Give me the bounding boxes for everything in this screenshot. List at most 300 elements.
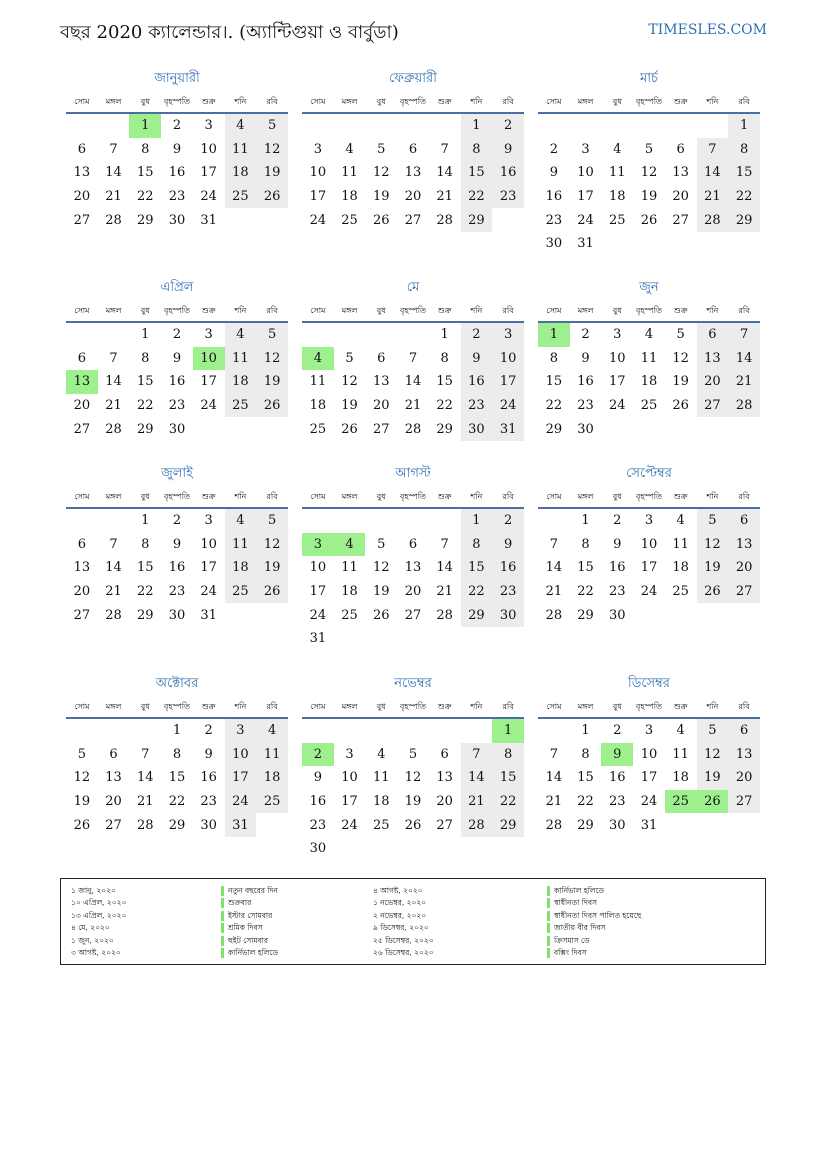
day-cell: 13: [73, 165, 91, 181]
legend-holiday-name: কার্নিভাল হলিডে: [228, 947, 278, 957]
month-calendar: [538, 675, 760, 837]
month-calendar: [302, 70, 524, 232]
holiday-marker: [221, 923, 224, 933]
day-cell: 29: [545, 421, 563, 437]
day-cell: 31: [309, 631, 327, 647]
day-cell: 10: [200, 536, 217, 552]
day-cell: 26: [404, 817, 422, 833]
day-cell: 20: [436, 794, 453, 810]
weekday-header: বৃহস্পতি: [633, 92, 665, 113]
day-cell: 12: [256, 347, 288, 371]
day-cell: 20: [73, 584, 91, 600]
day-cell: 2: [461, 322, 493, 347]
weekday-header: শনি: [697, 92, 729, 113]
day-cell: 14: [461, 766, 493, 790]
day-cell: 18: [225, 556, 257, 580]
day-cell: 2: [613, 723, 622, 739]
legend-holiday: [221, 885, 278, 897]
day-cell: 17: [200, 374, 217, 390]
legend-names-col-1: [221, 885, 278, 959]
empty-cell: [334, 508, 366, 533]
day-cell: 28: [105, 421, 122, 437]
day-cell: 6: [377, 350, 386, 366]
empty-cell: [429, 113, 461, 138]
month-name: জুলাই: [161, 466, 193, 481]
day-cell: 18: [341, 584, 358, 600]
day-cell: 9: [613, 536, 622, 552]
day-cell: 19: [256, 161, 288, 185]
empty-cell: [365, 837, 397, 861]
day-cell: 27: [73, 212, 91, 228]
day-cell: 24: [640, 584, 658, 600]
day-cell: 18: [256, 766, 288, 790]
day-cell: 13: [66, 370, 98, 394]
day-cell: 9: [172, 536, 182, 552]
day-cell: 11: [372, 770, 390, 786]
month-calendar: [538, 465, 760, 627]
day-cell: 14: [728, 347, 760, 371]
day-cell: 9: [313, 770, 322, 786]
legend-date: ১ জুন, ২০২০: [71, 935, 114, 945]
day-cell: 6: [109, 746, 118, 762]
day-cell: 25: [309, 421, 327, 437]
day-cell: 28: [105, 607, 122, 623]
day-cell: 17: [309, 189, 327, 205]
weekday-header: বৃহস্পতি: [397, 92, 429, 113]
day-cell: 30: [309, 841, 327, 857]
day-cell: 27: [436, 817, 453, 833]
day-cell: 14: [697, 161, 729, 185]
day-cell: 3: [204, 327, 213, 343]
legend-date: ৪ আগষ্ট, ২০২০: [373, 886, 423, 895]
legend-holiday-name: ইস্টার সোমবার: [228, 910, 273, 920]
day-cell: 10: [640, 536, 658, 552]
weekday-header: মঙ্গল: [570, 301, 602, 322]
day-cell: 26: [697, 790, 729, 814]
day-cell: 25: [665, 790, 697, 814]
empty-cell: [334, 837, 366, 861]
empty-cell: [570, 113, 602, 138]
empty-cell: [429, 627, 461, 651]
empty-cell: [461, 627, 493, 651]
day-cell: 15: [728, 161, 760, 185]
legend-date: ১৩ এপ্রিল, ২০২০: [71, 910, 127, 920]
day-cell: 15: [436, 374, 453, 390]
day-cell: 13: [728, 743, 760, 767]
day-cell: 22: [577, 584, 594, 600]
weekday-header: বৃহস্পতি: [397, 301, 429, 322]
weekday-header: রবি: [492, 487, 524, 508]
month-name: ফেব্রুয়ারী: [389, 71, 437, 86]
weekday-header: শনি: [225, 301, 257, 322]
day-cell: 18: [341, 189, 358, 205]
day-cell: 21: [105, 398, 122, 414]
holiday-marker: [547, 948, 550, 958]
legend-names-col-2: [547, 885, 641, 959]
day-cell: 13: [73, 560, 91, 576]
holiday-marker: [547, 911, 550, 921]
legend-holiday-name: শ্রমিক দিবস: [228, 923, 263, 933]
day-cell: 8: [141, 141, 150, 157]
day-cell: 2: [302, 743, 334, 767]
empty-cell: [225, 417, 257, 441]
day-cell: 4: [302, 347, 334, 371]
weekday-header: রবি: [256, 301, 288, 322]
day-cell: 11: [341, 165, 358, 181]
day-cell: 24: [225, 790, 257, 814]
weekday-header: বুধ: [601, 487, 633, 508]
day-cell: 31: [200, 212, 217, 228]
legend-holiday-name: স্বাধীনতা দিবস পালিত হয়েছে: [554, 910, 642, 920]
empty-cell: [665, 603, 697, 627]
day-cell: 25: [225, 580, 257, 604]
day-cell: 25: [672, 584, 689, 600]
weekday-header: বুধ: [365, 301, 397, 322]
empty-cell: [98, 718, 130, 743]
month-table: [302, 92, 524, 232]
weekday-header: রবি: [492, 92, 524, 113]
day-cell: 21: [697, 185, 729, 209]
day-cell: 8: [141, 350, 150, 366]
day-cell: 19: [256, 556, 288, 580]
day-cell: 9: [172, 350, 182, 366]
legend-holiday-name: ক্রিসমাস ডে: [554, 935, 590, 945]
weekday-header: মঙ্গল: [334, 697, 366, 718]
day-cell: 18: [608, 189, 626, 205]
month-name: এপ্রিল: [160, 280, 194, 295]
day-cell: 12: [697, 533, 729, 557]
empty-cell: [66, 322, 98, 347]
weekday-header: রবি: [728, 92, 760, 113]
empty-cell: [429, 718, 461, 743]
empty-cell: [365, 718, 397, 743]
weekday-header: মঙ্গল: [570, 487, 602, 508]
day-cell: 13: [404, 165, 422, 181]
empty-cell: [193, 417, 225, 441]
weekday-header: মঙ্গল: [98, 697, 130, 718]
weekday-header: বুধ: [601, 301, 633, 322]
day-cell: 1: [461, 508, 493, 533]
day-cell: 14: [545, 770, 563, 786]
day-cell: 27: [73, 607, 91, 623]
empty-cell: [397, 322, 429, 347]
day-cell: 7: [109, 536, 118, 552]
day-cell: 23: [492, 580, 524, 604]
empty-cell: [256, 208, 288, 232]
day-cell: 20: [672, 189, 689, 205]
holiday-marker: [547, 898, 550, 908]
day-cell: 27: [73, 421, 91, 437]
legend-holiday-name: স্বাধীনতা দিবস: [554, 898, 597, 908]
empty-cell: [397, 508, 429, 533]
weekday-header: বুধ: [129, 487, 161, 508]
weekday-header: মঙ্গল: [570, 92, 602, 113]
day-cell: 27: [728, 790, 760, 814]
day-cell: 14: [545, 560, 563, 576]
day-cell: 5: [697, 508, 729, 533]
day-cell: 24: [200, 189, 217, 205]
holiday-marker: [547, 923, 550, 933]
day-cell: 11: [309, 374, 327, 390]
day-cell: 18: [225, 370, 257, 394]
day-cell: 25: [372, 817, 390, 833]
day-cell: 30: [545, 236, 563, 252]
day-cell: 5: [256, 113, 288, 138]
day-cell: 10: [309, 165, 327, 181]
weekday-header: শনি: [697, 301, 729, 322]
day-cell: 3: [644, 723, 654, 739]
day-cell: 7: [109, 141, 118, 157]
day-cell: 11: [225, 347, 257, 371]
month-name: নভেম্বর: [394, 676, 432, 691]
month-calendar: [66, 675, 288, 837]
day-cell: 10: [640, 746, 658, 762]
month-name: ডিসেম্বর: [628, 676, 670, 691]
day-cell: 26: [341, 421, 358, 437]
month-name: জুন: [639, 280, 659, 295]
day-cell: 9: [461, 347, 493, 371]
day-cell: 15: [136, 374, 154, 390]
day-cell: 2: [172, 327, 182, 343]
day-cell: 9: [549, 165, 558, 181]
month-table: [66, 697, 288, 837]
day-cell: 13: [372, 374, 390, 390]
holiday-marker: [221, 898, 224, 908]
legend-dates-col-2: [373, 885, 434, 959]
empty-cell: [66, 113, 98, 138]
day-cell: 21: [436, 584, 453, 600]
day-cell: 24: [577, 212, 594, 228]
empty-cell: [302, 322, 334, 347]
weekday-header: মঙ্গল: [98, 92, 130, 113]
day-cell: 19: [372, 584, 390, 600]
weekday-header: বুধ: [365, 92, 397, 113]
empty-cell: [66, 718, 98, 743]
weekday-header: সোম: [538, 301, 570, 322]
weekday-header: মঙ্গল: [334, 487, 366, 508]
weekday-header: মঙ্গল: [570, 697, 602, 718]
day-cell: 15: [577, 560, 594, 576]
weekday-header: বৃহস্পতি: [633, 487, 665, 508]
day-cell: 15: [136, 560, 154, 576]
day-cell: 24: [200, 584, 217, 600]
day-cell: 3: [345, 746, 354, 762]
day-cell: 19: [73, 794, 91, 810]
day-cell: 10: [492, 347, 524, 371]
day-cell: 4: [377, 746, 386, 762]
day-cell: 22: [492, 790, 524, 814]
legend-holiday: [221, 947, 278, 959]
day-cell: 2: [172, 513, 182, 529]
day-cell: 23: [168, 189, 186, 205]
weekday-header: শুক্র: [193, 697, 225, 718]
empty-cell: [429, 508, 461, 533]
day-cell: 12: [404, 770, 422, 786]
day-cell: 26: [672, 398, 689, 414]
weekday-header: শুক্র: [665, 301, 697, 322]
day-cell: 11: [640, 350, 658, 366]
day-cell: 24: [341, 817, 358, 833]
empty-cell: [129, 718, 161, 743]
day-cell: 16: [168, 560, 186, 576]
day-cell: 25: [608, 212, 626, 228]
empty-cell: [633, 603, 665, 627]
day-cell: 4: [225, 322, 257, 347]
empty-cell: [397, 837, 429, 861]
weekday-header: শুক্র: [429, 487, 461, 508]
day-cell: 14: [105, 374, 122, 390]
day-cell: 24: [492, 394, 524, 418]
weekday-header: রবি: [256, 697, 288, 718]
day-cell: 9: [601, 743, 633, 767]
empty-cell: [728, 603, 760, 627]
day-cell: 16: [608, 770, 626, 786]
day-cell: 19: [372, 189, 390, 205]
weekday-header: শনি: [697, 487, 729, 508]
day-cell: 19: [404, 794, 422, 810]
day-cell: 21: [105, 584, 122, 600]
day-cell: 23: [168, 398, 186, 414]
month-table: [302, 301, 524, 441]
empty-cell: [665, 232, 697, 256]
empty-cell: [225, 603, 257, 627]
day-cell: 18: [672, 560, 689, 576]
day-cell: 27: [697, 394, 729, 418]
day-cell: 10: [225, 743, 257, 767]
day-cell: 4: [256, 718, 288, 743]
weekday-header: শনি: [225, 697, 257, 718]
day-cell: 18: [640, 374, 658, 390]
legend-holiday-name: নতুন বছরের দিন: [228, 886, 278, 895]
weekday-header: রবি: [256, 92, 288, 113]
day-cell: 3: [313, 141, 322, 157]
empty-cell: [633, 232, 665, 256]
day-cell: 8: [728, 138, 760, 162]
day-cell: 17: [309, 584, 327, 600]
day-cell: 29: [168, 817, 186, 833]
day-cell: 20: [404, 584, 422, 600]
holiday-marker: [221, 948, 224, 958]
page-title: বছর 2020 ক্যালেন্ডার।. (অ্যান্টিগুয়া ও বার্বুডা): [60, 22, 399, 43]
site-link[interactable]: TIMESLES.COM: [648, 22, 767, 38]
weekday-header: শনি: [225, 92, 257, 113]
empty-cell: [365, 322, 397, 347]
day-cell: 27: [404, 607, 422, 623]
day-cell: 6: [77, 141, 86, 157]
day-cell: 12: [256, 533, 288, 557]
empty-cell: [365, 113, 397, 138]
day-cell: 2: [492, 113, 524, 138]
day-cell: 17: [225, 766, 257, 790]
day-cell: 22: [136, 398, 154, 414]
day-cell: 8: [141, 536, 150, 552]
day-cell: 3: [302, 533, 334, 557]
empty-cell: [697, 113, 729, 138]
day-cell: 29: [461, 603, 493, 627]
legend-date: ২ নভেম্বর, ২০২০: [373, 910, 427, 920]
empty-cell: [461, 718, 493, 743]
month-calendar: [302, 279, 524, 441]
weekday-header: শনি: [461, 92, 493, 113]
day-cell: 22: [461, 580, 493, 604]
month-name: মে: [406, 280, 420, 295]
day-cell: 4: [644, 327, 654, 343]
empty-cell: [302, 508, 334, 533]
day-cell: 25: [225, 394, 257, 418]
day-cell: 20: [73, 189, 91, 205]
weekday-header: শুক্র: [665, 697, 697, 718]
day-cell: 5: [377, 536, 386, 552]
day-cell: 17: [200, 165, 217, 181]
day-cell: 4: [676, 513, 685, 529]
empty-cell: [633, 417, 665, 441]
day-cell: 6: [697, 322, 729, 347]
empty-cell: [728, 813, 760, 837]
empty-cell: [697, 813, 729, 837]
day-cell: 13: [105, 770, 122, 786]
day-cell: 22: [577, 794, 594, 810]
day-cell: 3: [644, 513, 654, 529]
day-cell: 23: [168, 584, 186, 600]
month-table: [66, 92, 288, 232]
day-cell: 21: [461, 790, 493, 814]
day-cell: 17: [341, 794, 358, 810]
day-cell: 22: [436, 398, 453, 414]
day-cell: 4: [345, 141, 354, 157]
weekday-header: বৃহস্পতি: [161, 487, 193, 508]
day-cell: 17: [577, 189, 594, 205]
day-cell: 7: [549, 746, 558, 762]
day-cell: 27: [404, 212, 422, 228]
day-cell: 15: [168, 770, 186, 786]
day-cell: 28: [697, 208, 729, 232]
day-cell: 29: [136, 212, 154, 228]
month-table: [66, 301, 288, 441]
day-cell: 11: [608, 165, 626, 181]
month-name: জানুয়ারী: [154, 71, 200, 86]
empty-cell: [302, 718, 334, 743]
day-cell: 6: [676, 141, 685, 157]
legend-holiday: [547, 885, 641, 897]
day-cell: 26: [372, 212, 390, 228]
legend-holiday: [547, 910, 641, 922]
weekday-header: সোম: [538, 487, 570, 508]
empty-cell: [98, 113, 130, 138]
day-cell: 16: [577, 374, 594, 390]
month-table: [538, 487, 760, 627]
empty-cell: [697, 603, 729, 627]
day-cell: 8: [581, 746, 590, 762]
empty-cell: [538, 113, 570, 138]
month-calendar: [66, 70, 288, 232]
empty-cell: [397, 718, 429, 743]
day-cell: 16: [608, 560, 626, 576]
day-cell: 1: [440, 327, 449, 343]
empty-cell: [601, 232, 633, 256]
day-cell: 30: [608, 817, 626, 833]
weekday-header: মঙ্গল: [98, 301, 130, 322]
day-cell: 11: [672, 746, 689, 762]
empty-cell: [492, 208, 524, 232]
day-cell: 31: [577, 236, 594, 252]
weekday-header: শুক্র: [665, 92, 697, 113]
day-cell: 25: [341, 607, 358, 623]
day-cell: 12: [697, 743, 729, 767]
month-table: [66, 487, 288, 627]
day-cell: 23: [200, 794, 217, 810]
day-cell: 25: [640, 398, 658, 414]
day-cell: 24: [608, 398, 626, 414]
